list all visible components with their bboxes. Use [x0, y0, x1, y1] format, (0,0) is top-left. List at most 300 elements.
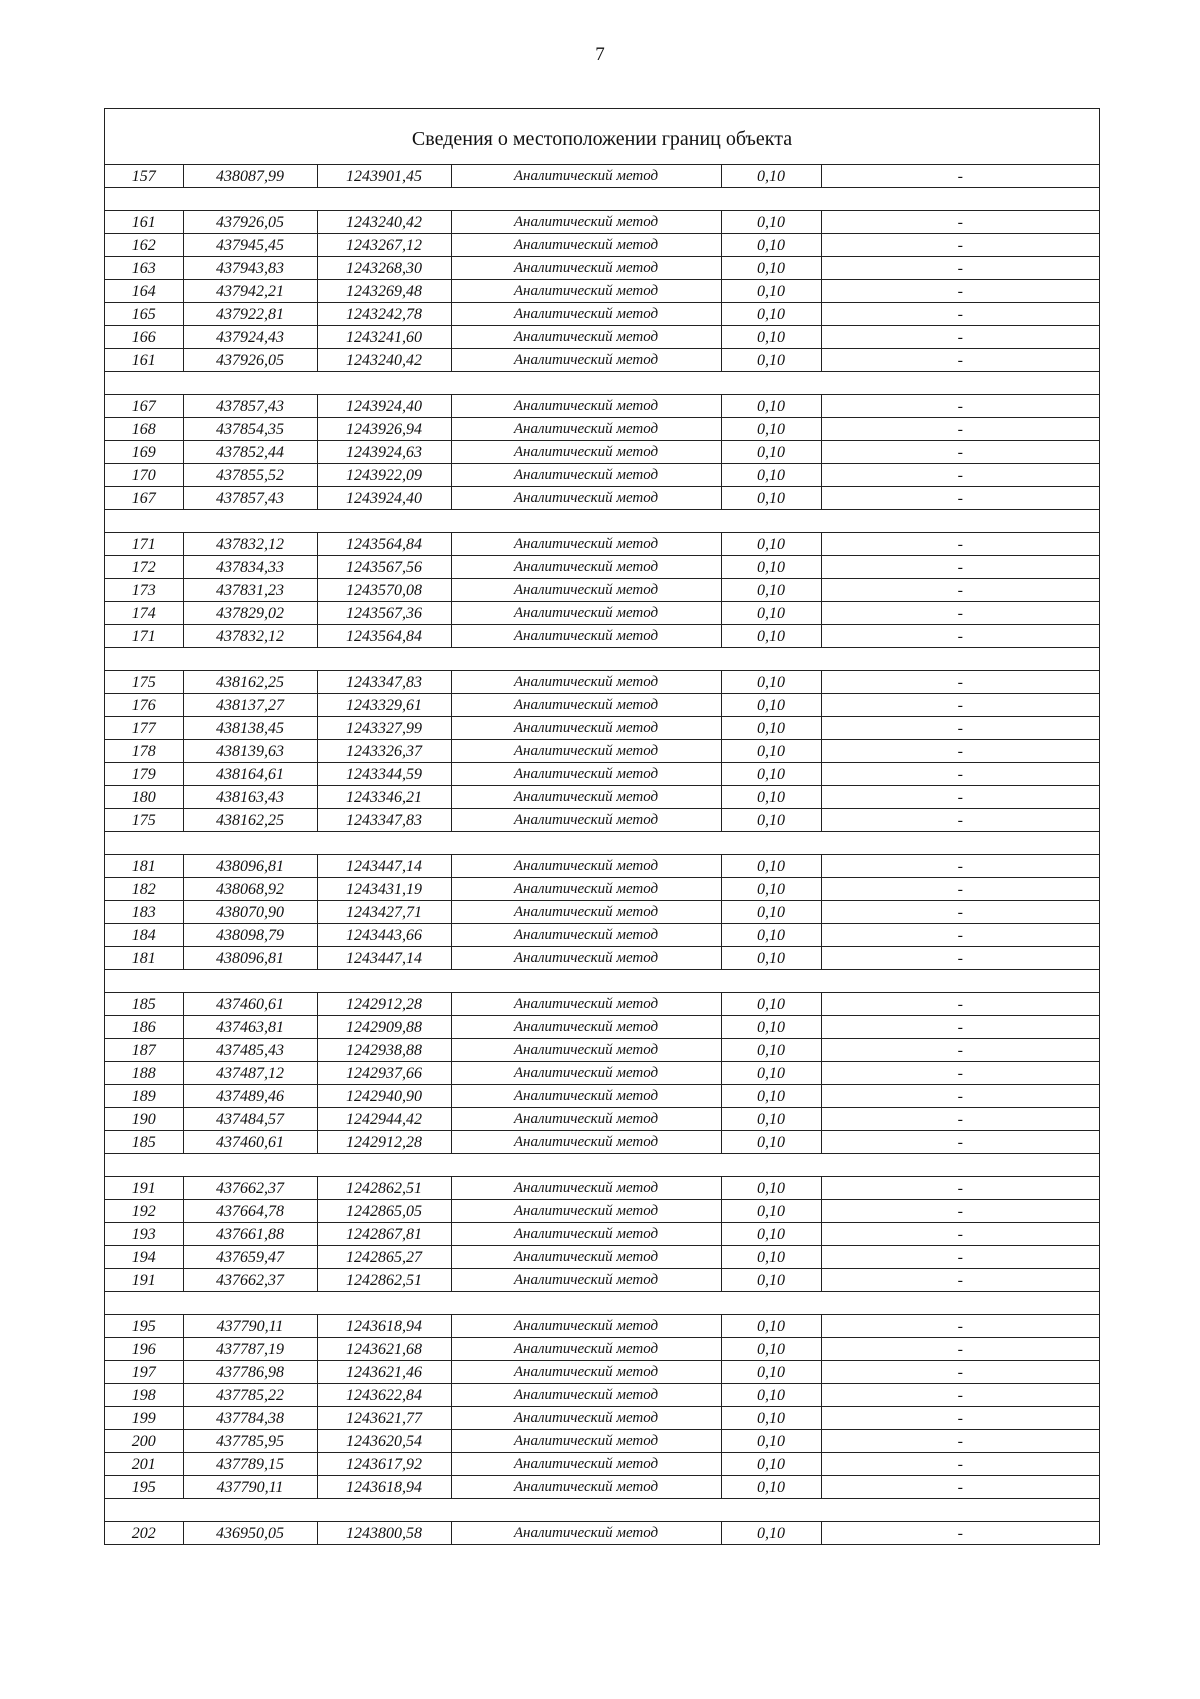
point-number-cell: 187 — [105, 1039, 183, 1062]
accuracy-cell: 0,10 — [721, 947, 821, 970]
method-cell: Аналитический метод — [451, 395, 721, 418]
accuracy-cell: 0,10 — [721, 1384, 821, 1407]
point-number-cell: 202 — [105, 1522, 183, 1545]
accuracy-cell: 0,10 — [721, 901, 821, 924]
point-number-cell: 167 — [105, 487, 183, 510]
accuracy-cell: 0,10 — [721, 556, 821, 579]
y-coordinate-cell: 1243268,30 — [317, 257, 451, 280]
note-cell: - — [821, 1522, 1099, 1545]
point-number-cell: 200 — [105, 1430, 183, 1453]
y-coordinate-cell: 1243427,71 — [317, 901, 451, 924]
accuracy-cell: 0,10 — [721, 1223, 821, 1246]
point-number-cell: 171 — [105, 625, 183, 648]
point-number-cell: 181 — [105, 947, 183, 970]
method-cell: Аналитический метод — [451, 694, 721, 717]
y-coordinate-cell: 1242867,81 — [317, 1223, 451, 1246]
accuracy-cell: 0,10 — [721, 1361, 821, 1384]
point-number-cell: 185 — [105, 1131, 183, 1154]
point-number-cell: 191 — [105, 1177, 183, 1200]
note-cell: - — [821, 1016, 1099, 1039]
accuracy-cell: 0,10 — [721, 786, 821, 809]
x-coordinate-cell: 437834,33 — [183, 556, 317, 579]
accuracy-cell: 0,10 — [721, 1269, 821, 1292]
accuracy-cell: 0,10 — [721, 1476, 821, 1499]
y-coordinate-cell: 1242940,90 — [317, 1085, 451, 1108]
x-coordinate-cell: 438098,79 — [183, 924, 317, 947]
x-coordinate-cell: 438137,27 — [183, 694, 317, 717]
point-number-cell: 169 — [105, 441, 183, 464]
method-cell: Аналитический метод — [451, 441, 721, 464]
table-row — [105, 878, 1099, 901]
table-row — [105, 349, 1099, 372]
method-cell: Аналитический метод — [451, 326, 721, 349]
x-coordinate-cell: 437460,61 — [183, 993, 317, 1016]
table-row — [105, 441, 1099, 464]
point-number-cell: 180 — [105, 786, 183, 809]
method-cell: Аналитический метод — [451, 1108, 721, 1131]
method-cell: Аналитический метод — [451, 349, 721, 372]
note-cell: - — [821, 740, 1099, 763]
table-row — [105, 1315, 1099, 1338]
y-coordinate-cell: 1243564,84 — [317, 533, 451, 556]
point-number-cell: 194 — [105, 1246, 183, 1269]
y-coordinate-cell: 1242912,28 — [317, 1131, 451, 1154]
y-coordinate-cell: 1243241,60 — [317, 326, 451, 349]
method-cell: Аналитический метод — [451, 464, 721, 487]
note-cell: - — [821, 1177, 1099, 1200]
table-row — [105, 924, 1099, 947]
table-row — [105, 1108, 1099, 1131]
x-coordinate-cell: 437926,05 — [183, 349, 317, 372]
table-row — [105, 303, 1099, 326]
method-cell: Аналитический метод — [451, 487, 721, 510]
table-row — [105, 1430, 1099, 1453]
method-cell: Аналитический метод — [451, 1430, 721, 1453]
note-cell: - — [821, 1246, 1099, 1269]
accuracy-cell: 0,10 — [721, 625, 821, 648]
accuracy-cell: 0,10 — [721, 1131, 821, 1154]
point-number-cell: 189 — [105, 1085, 183, 1108]
note-cell: - — [821, 464, 1099, 487]
point-number-cell: 172 — [105, 556, 183, 579]
x-coordinate-cell: 437489,46 — [183, 1085, 317, 1108]
group-separator-row — [105, 1499, 1099, 1522]
coordinates-table — [105, 165, 1099, 1544]
point-number-cell: 171 — [105, 533, 183, 556]
y-coordinate-cell: 1243800,58 — [317, 1522, 451, 1545]
point-number-cell: 161 — [105, 211, 183, 234]
y-coordinate-cell: 1243564,84 — [317, 625, 451, 648]
y-coordinate-cell: 1243240,42 — [317, 349, 451, 372]
separator-cell — [105, 832, 1099, 855]
table-row — [105, 464, 1099, 487]
y-coordinate-cell: 1243621,77 — [317, 1407, 451, 1430]
accuracy-cell: 0,10 — [721, 1200, 821, 1223]
y-coordinate-cell: 1243618,94 — [317, 1315, 451, 1338]
note-cell: - — [821, 602, 1099, 625]
separator-cell — [105, 188, 1099, 211]
x-coordinate-cell: 438162,25 — [183, 671, 317, 694]
note-cell: - — [821, 556, 1099, 579]
method-cell: Аналитический метод — [451, 234, 721, 257]
note-cell: - — [821, 625, 1099, 648]
note-cell: - — [821, 947, 1099, 970]
table-row — [105, 993, 1099, 1016]
method-cell: Аналитический метод — [451, 1246, 721, 1269]
note-cell: - — [821, 993, 1099, 1016]
x-coordinate-cell: 438070,90 — [183, 901, 317, 924]
x-coordinate-cell: 437945,45 — [183, 234, 317, 257]
y-coordinate-cell: 1243329,61 — [317, 694, 451, 717]
y-coordinate-cell: 1242944,42 — [317, 1108, 451, 1131]
accuracy-cell: 0,10 — [721, 257, 821, 280]
method-cell: Аналитический метод — [451, 257, 721, 280]
x-coordinate-cell: 437786,98 — [183, 1361, 317, 1384]
table-title: Сведения о местоположении границ объекта — [105, 109, 1099, 165]
note-cell: - — [821, 1338, 1099, 1361]
method-cell: Аналитический метод — [451, 993, 721, 1016]
y-coordinate-cell: 1243347,83 — [317, 809, 451, 832]
y-coordinate-cell: 1243901,45 — [317, 165, 451, 188]
table-row — [105, 694, 1099, 717]
x-coordinate-cell: 437942,21 — [183, 280, 317, 303]
accuracy-cell: 0,10 — [721, 1315, 821, 1338]
table-row — [105, 1223, 1099, 1246]
y-coordinate-cell: 1242865,27 — [317, 1246, 451, 1269]
table-row — [105, 602, 1099, 625]
y-coordinate-cell: 1243621,46 — [317, 1361, 451, 1384]
table-row — [105, 947, 1099, 970]
accuracy-cell: 0,10 — [721, 1177, 821, 1200]
note-cell: - — [821, 303, 1099, 326]
table-row — [105, 1016, 1099, 1039]
x-coordinate-cell: 437484,57 — [183, 1108, 317, 1131]
point-number-cell: 164 — [105, 280, 183, 303]
x-coordinate-cell: 437829,02 — [183, 602, 317, 625]
note-cell: - — [821, 924, 1099, 947]
accuracy-cell: 0,10 — [721, 234, 821, 257]
accuracy-cell: 0,10 — [721, 1108, 821, 1131]
table-row — [105, 1085, 1099, 1108]
table-row — [105, 717, 1099, 740]
y-coordinate-cell: 1243344,59 — [317, 763, 451, 786]
y-coordinate-cell: 1243622,84 — [317, 1384, 451, 1407]
method-cell: Аналитический метод — [451, 1476, 721, 1499]
table-row — [105, 1177, 1099, 1200]
point-number-cell: 190 — [105, 1108, 183, 1131]
accuracy-cell: 0,10 — [721, 924, 821, 947]
method-cell: Аналитический метод — [451, 671, 721, 694]
x-coordinate-cell: 438087,99 — [183, 165, 317, 188]
note-cell: - — [821, 901, 1099, 924]
y-coordinate-cell: 1243431,19 — [317, 878, 451, 901]
point-number-cell: 162 — [105, 234, 183, 257]
point-number-cell: 166 — [105, 326, 183, 349]
method-cell: Аналитический метод — [451, 878, 721, 901]
accuracy-cell: 0,10 — [721, 441, 821, 464]
y-coordinate-cell: 1242865,05 — [317, 1200, 451, 1223]
x-coordinate-cell: 437855,52 — [183, 464, 317, 487]
x-coordinate-cell: 437922,81 — [183, 303, 317, 326]
method-cell: Аналитический метод — [451, 1085, 721, 1108]
accuracy-cell: 0,10 — [721, 809, 821, 832]
point-number-cell: 161 — [105, 349, 183, 372]
note-cell: - — [821, 878, 1099, 901]
group-separator-row — [105, 188, 1099, 211]
accuracy-cell: 0,10 — [721, 326, 821, 349]
note-cell: - — [821, 165, 1099, 188]
table-row — [105, 625, 1099, 648]
x-coordinate-cell: 437785,22 — [183, 1384, 317, 1407]
note-cell: - — [821, 671, 1099, 694]
table-row — [105, 533, 1099, 556]
y-coordinate-cell: 1243621,68 — [317, 1338, 451, 1361]
y-coordinate-cell: 1242862,51 — [317, 1269, 451, 1292]
point-number-cell: 197 — [105, 1361, 183, 1384]
separator-cell — [105, 1154, 1099, 1177]
y-coordinate-cell: 1243447,14 — [317, 855, 451, 878]
x-coordinate-cell: 438138,45 — [183, 717, 317, 740]
method-cell: Аналитический метод — [451, 717, 721, 740]
group-separator-row — [105, 970, 1099, 993]
note-cell: - — [821, 1085, 1099, 1108]
point-number-cell: 175 — [105, 809, 183, 832]
point-number-cell: 199 — [105, 1407, 183, 1430]
y-coordinate-cell: 1243618,94 — [317, 1476, 451, 1499]
x-coordinate-cell: 437852,44 — [183, 441, 317, 464]
note-cell: - — [821, 1108, 1099, 1131]
x-coordinate-cell: 437661,88 — [183, 1223, 317, 1246]
table-row — [105, 418, 1099, 441]
note-cell: - — [821, 786, 1099, 809]
table-row — [105, 1407, 1099, 1430]
note-cell: - — [821, 1384, 1099, 1407]
note-cell: - — [821, 1200, 1099, 1223]
method-cell: Аналитический метод — [451, 1062, 721, 1085]
group-separator-row — [105, 1154, 1099, 1177]
method-cell: Аналитический метод — [451, 1039, 721, 1062]
accuracy-cell: 0,10 — [721, 602, 821, 625]
accuracy-cell: 0,10 — [721, 1039, 821, 1062]
method-cell: Аналитический метод — [451, 855, 721, 878]
table-row — [105, 809, 1099, 832]
x-coordinate-cell: 437463,81 — [183, 1016, 317, 1039]
y-coordinate-cell: 1243347,83 — [317, 671, 451, 694]
point-number-cell: 195 — [105, 1315, 183, 1338]
x-coordinate-cell: 437924,43 — [183, 326, 317, 349]
point-number-cell: 191 — [105, 1269, 183, 1292]
table-row — [105, 556, 1099, 579]
point-number-cell: 179 — [105, 763, 183, 786]
accuracy-cell: 0,10 — [721, 1522, 821, 1545]
accuracy-cell: 0,10 — [721, 533, 821, 556]
note-cell: - — [821, 234, 1099, 257]
method-cell: Аналитический метод — [451, 165, 721, 188]
point-number-cell: 157 — [131, 167, 156, 185]
y-coordinate-cell: 1243327,99 — [317, 717, 451, 740]
table-row — [105, 740, 1099, 763]
table-row — [105, 1269, 1099, 1292]
accuracy-cell: 0,10 — [721, 349, 821, 372]
table-row — [105, 257, 1099, 280]
method-cell: Аналитический метод — [451, 1522, 721, 1545]
y-coordinate-cell: 1243567,56 — [317, 556, 451, 579]
accuracy-cell: 0,10 — [721, 1016, 821, 1039]
group-separator-row — [105, 1292, 1099, 1315]
method-cell: Аналитический метод — [451, 947, 721, 970]
method-cell: Аналитический метод — [451, 1177, 721, 1200]
x-coordinate-cell: 437784,38 — [183, 1407, 317, 1430]
accuracy-cell: 0,10 — [721, 671, 821, 694]
separator-cell — [105, 510, 1099, 533]
note-cell: - — [821, 280, 1099, 303]
point-number-cell: 201 — [105, 1453, 183, 1476]
x-coordinate-cell: 437857,43 — [183, 395, 317, 418]
table-row — [105, 395, 1099, 418]
point-number-cell: 177 — [105, 717, 183, 740]
point-number-cell: 174 — [105, 602, 183, 625]
table-row — [105, 1384, 1099, 1407]
x-coordinate-cell: 438164,61 — [183, 763, 317, 786]
y-coordinate-cell: 1242912,28 — [317, 993, 451, 1016]
y-coordinate-cell: 1242938,88 — [317, 1039, 451, 1062]
method-cell: Аналитический метод — [451, 579, 721, 602]
method-cell: Аналитический метод — [451, 1361, 721, 1384]
y-coordinate-cell: 1243570,08 — [317, 579, 451, 602]
note-cell: - — [821, 1131, 1099, 1154]
x-coordinate-cell: 437659,47 — [183, 1246, 317, 1269]
x-coordinate-cell: 436950,05 — [183, 1522, 317, 1545]
x-coordinate-cell: 438163,43 — [183, 786, 317, 809]
y-coordinate-cell: 1243269,48 — [317, 280, 451, 303]
note-cell: - — [821, 1269, 1099, 1292]
note-cell: - — [821, 1315, 1099, 1338]
y-coordinate-cell: 1243617,92 — [317, 1453, 451, 1476]
table-row — [105, 1522, 1099, 1545]
x-coordinate-cell: 437831,23 — [183, 579, 317, 602]
method-cell: Аналитический метод — [451, 280, 721, 303]
table-row — [105, 1039, 1099, 1062]
y-coordinate-cell: 1243326,37 — [317, 740, 451, 763]
accuracy-cell: 0,10 — [721, 1085, 821, 1108]
x-coordinate-cell: 437460,61 — [183, 1131, 317, 1154]
table-row — [105, 1200, 1099, 1223]
x-coordinate-cell: 437662,37 — [183, 1177, 317, 1200]
point-number-cell: 192 — [105, 1200, 183, 1223]
x-coordinate-cell: 437485,43 — [183, 1039, 317, 1062]
table-row — [105, 671, 1099, 694]
accuracy-cell: 0,10 — [721, 280, 821, 303]
separator-cell — [105, 648, 1099, 671]
point-number-cell: 184 — [105, 924, 183, 947]
table-row — [105, 579, 1099, 602]
y-coordinate-cell: 1243567,36 — [317, 602, 451, 625]
accuracy-cell: 0,10 — [721, 763, 821, 786]
x-coordinate-cell: 437662,37 — [183, 1269, 317, 1292]
table-row — [105, 487, 1099, 510]
method-cell: Аналитический метод — [451, 211, 721, 234]
y-coordinate-cell: 1243620,54 — [317, 1430, 451, 1453]
x-coordinate-cell: 437943,83 — [183, 257, 317, 280]
point-number-cell: 163 — [105, 257, 183, 280]
method-cell: Аналитический метод — [451, 1453, 721, 1476]
x-coordinate-cell: 437854,35 — [183, 418, 317, 441]
y-coordinate-cell: 1242909,88 — [317, 1016, 451, 1039]
method-cell: Аналитический метод — [451, 809, 721, 832]
point-number-cell: 193 — [105, 1223, 183, 1246]
y-coordinate-cell: 1243447,14 — [317, 947, 451, 970]
method-cell: Аналитический метод — [451, 625, 721, 648]
accuracy-cell: 0,10 — [721, 717, 821, 740]
method-cell: Аналитический метод — [451, 602, 721, 625]
accuracy-cell: 0,10 — [721, 1430, 821, 1453]
point-number-cell: 176 — [105, 694, 183, 717]
method-cell: Аналитический метод — [451, 556, 721, 579]
accuracy-cell: 0,10 — [721, 993, 821, 1016]
note-cell: - — [821, 1223, 1099, 1246]
note-cell: - — [821, 257, 1099, 280]
method-cell: Аналитический метод — [451, 1200, 721, 1223]
method-cell: Аналитический метод — [451, 1407, 721, 1430]
x-coordinate-cell: 438162,25 — [183, 809, 317, 832]
page-number: 7 — [595, 44, 605, 65]
point-number-cell: 188 — [105, 1062, 183, 1085]
note-cell: - — [821, 211, 1099, 234]
point-number-cell: 196 — [105, 1338, 183, 1361]
boundary-table — [104, 108, 1100, 1545]
table-row — [105, 1246, 1099, 1269]
note-cell: - — [821, 533, 1099, 556]
x-coordinate-cell: 437785,95 — [183, 1430, 317, 1453]
note-cell: - — [821, 1361, 1099, 1384]
note-cell: - — [821, 855, 1099, 878]
method-cell: Аналитический метод — [451, 418, 721, 441]
x-coordinate-cell: 438096,81 — [183, 947, 317, 970]
note-cell: - — [821, 349, 1099, 372]
table-row — [105, 1131, 1099, 1154]
note-cell: - — [821, 1039, 1099, 1062]
y-coordinate-cell: 1242937,66 — [317, 1062, 451, 1085]
accuracy-cell: 0,10 — [721, 740, 821, 763]
separator-cell — [105, 970, 1099, 993]
note-cell: - — [821, 717, 1099, 740]
note-cell: - — [821, 326, 1099, 349]
accuracy-cell: 0,10 — [721, 395, 821, 418]
method-cell: Аналитический метод — [451, 1269, 721, 1292]
y-coordinate-cell: 1243924,40 — [317, 487, 451, 510]
accuracy-cell: 0,10 — [721, 487, 821, 510]
note-cell: - — [821, 418, 1099, 441]
x-coordinate-cell: 438139,63 — [183, 740, 317, 763]
point-number-cell: 195 — [105, 1476, 183, 1499]
table-row — [105, 1338, 1099, 1361]
note-cell: - — [821, 487, 1099, 510]
table-row — [105, 786, 1099, 809]
point-number-cell: 170 — [105, 464, 183, 487]
y-coordinate-cell: 1243267,12 — [317, 234, 451, 257]
x-coordinate-cell: 437926,05 — [183, 211, 317, 234]
method-cell: Аналитический метод — [451, 924, 721, 947]
method-cell: Аналитический метод — [451, 1315, 721, 1338]
accuracy-cell: 0,10 — [721, 1453, 821, 1476]
accuracy-cell: 0,10 — [721, 1246, 821, 1269]
note-cell: - — [821, 1407, 1099, 1430]
method-cell: Аналитический метод — [451, 740, 721, 763]
x-coordinate-cell: 438068,92 — [183, 878, 317, 901]
accuracy-cell: 0,10 — [721, 694, 821, 717]
note-cell: - — [821, 1430, 1099, 1453]
accuracy-cell: 0,10 — [721, 418, 821, 441]
